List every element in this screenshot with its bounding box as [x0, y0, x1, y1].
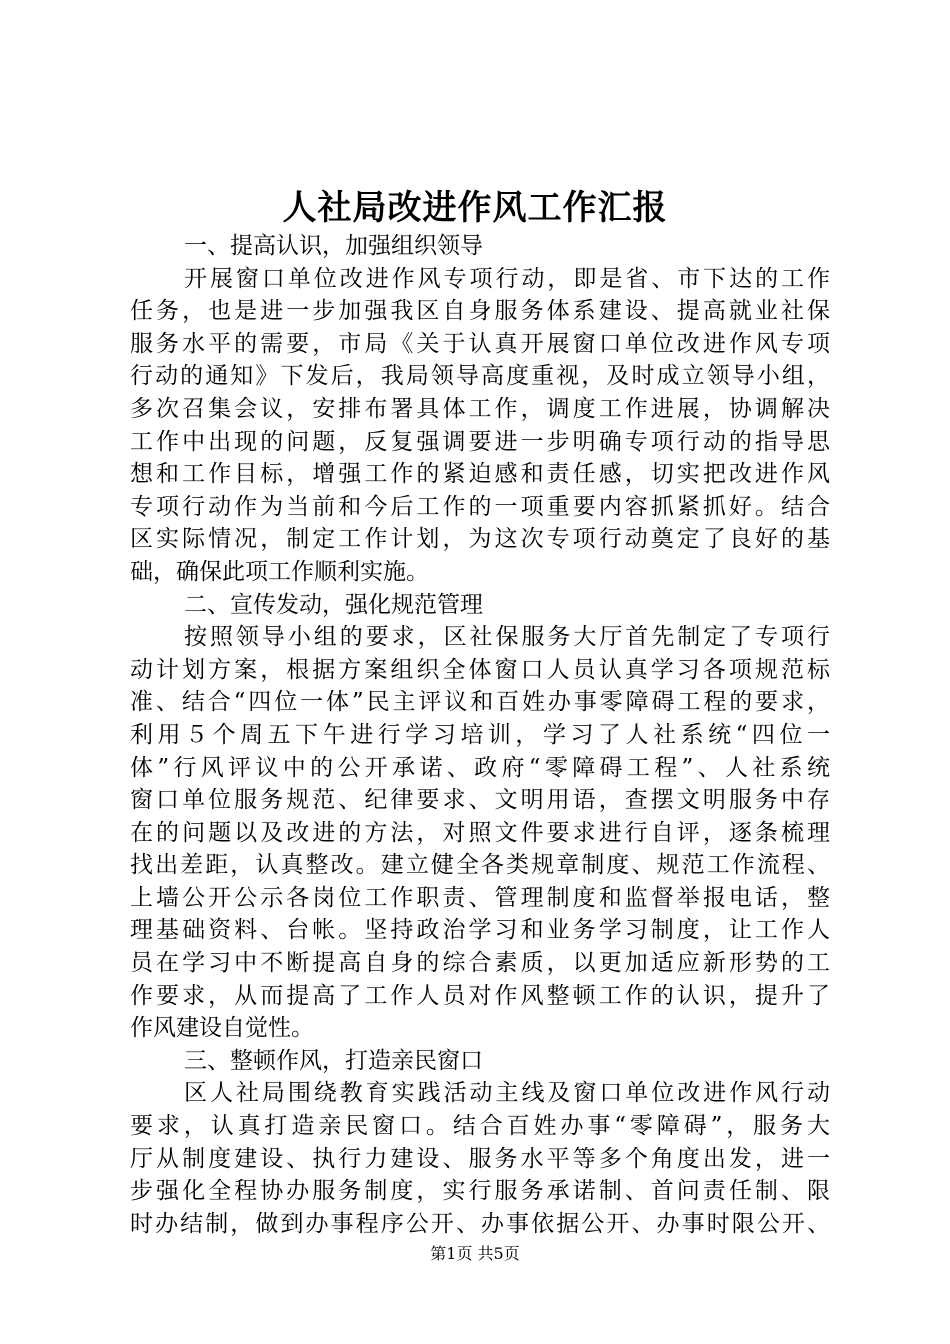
paragraph-line: 区实际情况，制定工作计划，为这次专项行动奠定了良好的基 [130, 526, 830, 553]
document-body [130, 230, 830, 1240]
paragraph-line: 开展窗口单位改进作风专项行动，即是省、市下达的工作 [184, 265, 830, 292]
paragraph-line: 准、结合“四位一体”民主评议和百姓办事零障碍工程的要求， [130, 689, 830, 716]
paragraph-line: 区人社局围绕教育实践活动主线及窗口单位改进作风行动 [184, 1080, 830, 1107]
paragraph-line: 按照领导小组的要求，区社保服务大厅首先制定了专项行 [184, 624, 830, 651]
paragraph-line: 工作中出现的问题，反复强调要进一步明确专项行动的指导思 [130, 428, 830, 455]
paragraph-line: 体”行风评议中的公开承诺、政府“零障碍工程”、人社系统 [130, 754, 830, 781]
paragraph-line: 服务水平的需要，市局《关于认真开展窗口单位改进作风专项 [130, 330, 830, 357]
paragraph-line: 窗口单位服务规范、纪律要求、文明用语，查摆文明服务中存 [130, 787, 830, 814]
paragraph-line: 任务，也是进一步加强我区自身服务体系建设、提高就业社保 [130, 298, 830, 325]
paragraph-line: 专项行动作为当前和今后工作的一项重要内容抓紧抓好。结合 [130, 493, 830, 520]
section-heading: 二、宣传发动，强化规范管理 [184, 591, 483, 618]
paragraph-line: 在的问题以及改进的方法，对照文件要求进行自评，逐条梳理 [130, 819, 830, 846]
page-number-footer: 第1页 共5页 [430, 1244, 520, 1263]
paragraph-line: 作要求，从而提高了工作人员对作风整顿工作的认识，提升了 [130, 982, 830, 1009]
paragraph-line: 行动的通知》下发后，我局领导高度重视，及时成立领导小组， [130, 363, 830, 390]
paragraph-line: 利用５个周五下午进行学习培训，学习了人社系统“四位一 [130, 721, 830, 748]
paragraph-line: 时办结制，做到办事程序公开、办事依据公开、办事时限公开、 [130, 1210, 830, 1237]
paragraph-line: 要求，认真打造亲民窗口。结合百姓办事“零障碍”，服务大 [130, 1113, 830, 1140]
paragraph-line: 找出差距，认真整改。建立健全各类规章制度、规范工作流程、 [130, 852, 830, 879]
paragraph-line: 理基础资料、台帐。坚持政治学习和业务学习制度，让工作人 [130, 917, 830, 944]
paragraph-line: 动计划方案，根据方案组织全体窗口人员认真学习各项规范标 [130, 656, 830, 683]
paragraph-line: 厅从制度建设、执行力建设、服务水平等多个角度出发，进一 [130, 1145, 830, 1172]
paragraph-line: 员在学习中不断提高自身的综合素质，以更加适应新形势的工 [130, 950, 830, 977]
paragraph-line: 多次召集会议，安排布署具体工作，调度工作进展，协调解决 [130, 395, 830, 422]
paragraph-line: 想和工作目标，增强工作的紧迫感和责任感，切实把改进作风 [130, 461, 830, 488]
document-title: 人社局改进作风工作汇报 [282, 188, 668, 228]
paragraph-line: 作风建设自觉性。 [130, 1015, 314, 1042]
paragraph-line: 上墙公开公示各岗位工作职责、管理制度和监督举报电话，整 [130, 884, 830, 911]
paragraph-line: 础，确保此项工作顺利实施。 [130, 558, 429, 585]
section-heading: 一、提高认识，加强组织领导 [184, 233, 483, 259]
paragraph-line: 步强化全程协办服务制度，实行服务承诺制、首问责任制、限 [130, 1178, 830, 1205]
section-heading: 三、整顿作风，打造亲民窗口 [184, 1047, 483, 1074]
